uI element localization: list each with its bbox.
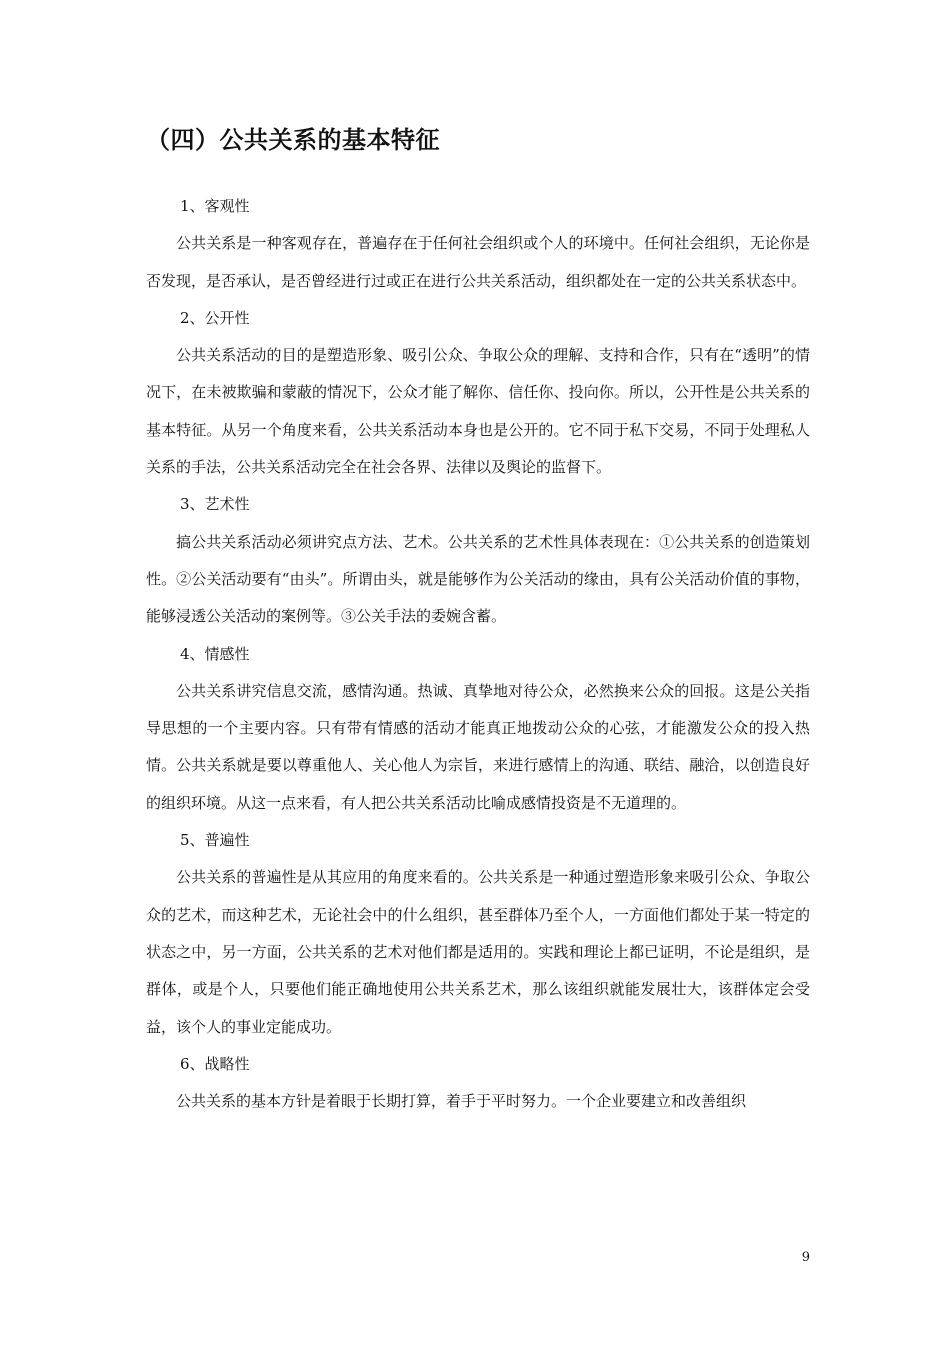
section-title: 6、战略性 <box>180 1054 250 1073</box>
document-body <box>146 188 810 1120</box>
section-title: 1、客观性 <box>180 197 250 215</box>
section-paragraph: 公共关系活动的目的是塑造形象、吸引公众、争取公众的理解、支持和合作，只有在“透明”的情况下，在未被欺骗和蒙蔽的情况下，公众才能了解你、信任你、投向你。所以，公开性是公共关系的基本特征。从另一个角度来看，公共关系活动本身也是公开的。它不同于私下交易，不同于处理私人关系的手法，公共关系活动完全在社会各界、法律以及舆论的监督下。 <box>146 346 810 477</box>
section-paragraph: 公共关系的普遍性是从其应用的角度来看的。公共关系是一种通过塑造形象来吸引公众、争取公众的艺术，而这种艺术，无论社会中的什么组织，甚至群体乃至个人，一方面他们都处于某一特定的状态之中，另一方面，公共关系的艺术对他们都是适用的。实践和理论上都已证明，不论是组织，是群体，或是个人，只要他们能正确地使用公共关系艺术，那么该组织就能发展壮大，该群体定会受益，该个人的事业定能成功。 <box>146 868 810 1036</box>
page-heading: （四）公共关系的基本特征 <box>146 126 440 154</box>
section-paragraph: 搞公共关系活动必须讲究点方法、艺术。公共关系的艺术性具体表现在：①公共关系的创造策划性。②公关活动要有“由头”。所谓由头，就是能够作为公关活动的缘由，具有公关活动价值的事物，能够浸透公关活动的案例等。③公关手法的委婉含蓄。 <box>146 532 810 626</box>
page-number: 9 <box>801 1250 810 1265</box>
section-artistry <box>146 486 810 635</box>
section-emotionality <box>146 636 810 822</box>
section-objectivity <box>146 188 810 300</box>
section-strategic <box>146 1046 810 1121</box>
section-universality <box>146 822 810 1046</box>
section-title: 3、艺术性 <box>180 495 250 514</box>
section-paragraph: 公共关系是一种客观存在，普遍存在于任何社会组织或个人的环境中。任何社会组织，无论你是否发现，是否承认，是否曾经进行过或正在进行公共关系活动，组织都处在一定的公共关系状态中。 <box>146 234 810 290</box>
section-title: 2、公开性 <box>180 308 250 327</box>
section-paragraph: 公共关系讲究信息交流，感情沟通。热诚、真挚地对待公众，必然换来公众的回报。这是公关指导思想的一个主要内容。只有带有情感的活动才能真正地拨动公众的心弦，才能激发公众的投入热情。公共关系就是要以尊重他人、关心他人为宗旨，来进行感情上的沟通、联结、融洽，以创造良好的组织环境。从这一点来看，有人把公共关系活动比喻成感情投资是不无道理的。 <box>146 681 810 812</box>
section-openness <box>146 300 810 486</box>
section-paragraph: 公共关系的基本方针是着眼于长期打算，着手于平时努力。一个企业要建立和改善组织 <box>176 1092 747 1111</box>
section-title: 4、情感性 <box>180 644 250 663</box>
section-title: 5、普遍性 <box>180 831 250 850</box>
